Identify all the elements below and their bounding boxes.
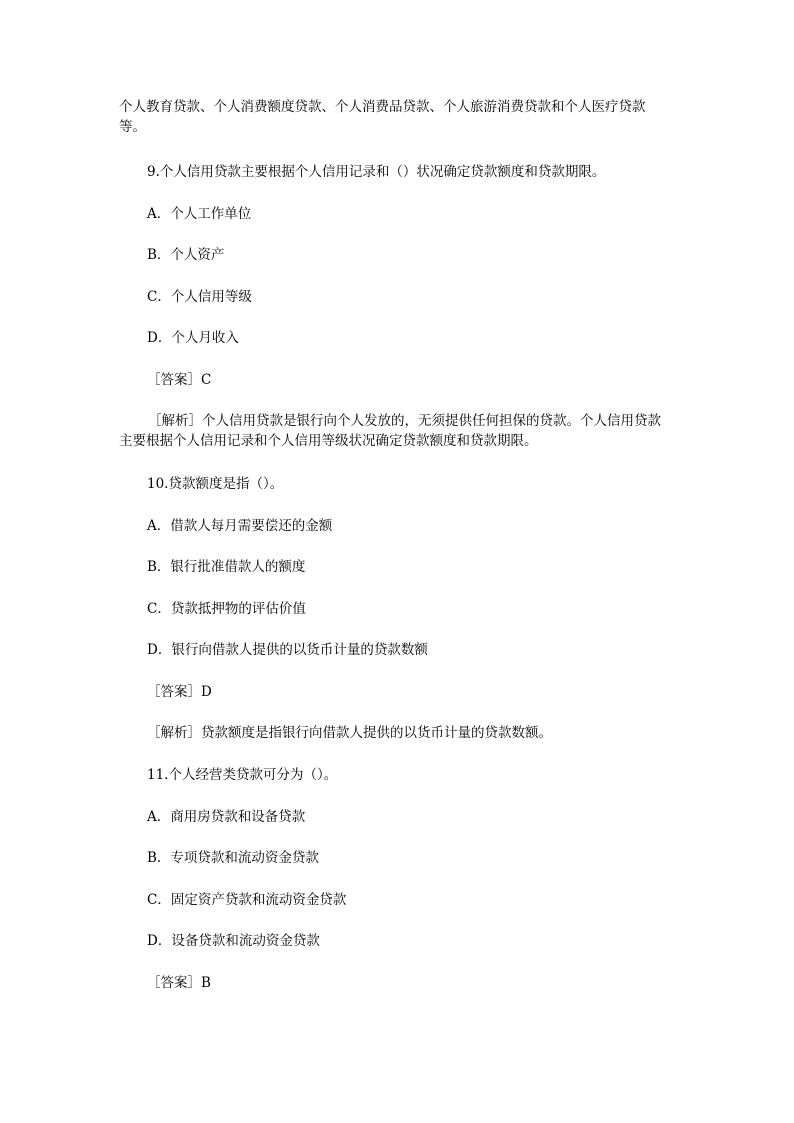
option-a: A．个人工作单位: [147, 206, 252, 222]
option-b: B．银行批准借款人的额度: [147, 559, 306, 575]
answer-line: ［答案］D: [147, 684, 212, 700]
option-d: D．银行向借款人提供的以货币计量的贷款数额: [147, 642, 428, 658]
option-d: D．设备贷款和流动资金贷款: [147, 933, 320, 949]
option-c: C．个人信用等级: [147, 289, 252, 305]
analysis-paragraph: ［解析］个人信用贷款是银行向个人发放的，无须提供任何担保的贷款。个人信用贷款主要根据个人信用记录和个人信用等级状况确定贷款额度和贷款期限。: [119, 413, 661, 449]
option-d: D．个人月收入: [147, 330, 239, 346]
answer-line: ［答案］B: [147, 975, 211, 991]
intro-paragraph: 个人教育贷款、个人消费额度贷款、个人消费品贷款、个人旅游消费贷款和个人医疗贷款等。: [119, 99, 646, 135]
option-b: B．专项贷款和流动资金贷款: [147, 850, 319, 866]
analysis-paragraph: ［解析］贷款额度是指银行向借款人提供的以货币计量的贷款数额。: [147, 725, 552, 741]
question-stem: 11.个人经营类贷款可分为（）。: [147, 767, 338, 783]
question-stem: 9.个人信用贷款主要根据个人信用记录和（）状况确定贷款额度和贷款期限。: [147, 164, 606, 180]
answer-line: ［答案］C: [147, 372, 212, 388]
option-a: A．借款人每月需要偿还的金额: [147, 518, 333, 534]
option-c: C．贷款抵押物的评估价值: [147, 601, 306, 617]
option-a: A．商用房贷款和设备贷款: [147, 809, 306, 825]
question-stem: 10.贷款额度是指（）。: [147, 476, 284, 492]
option-c: C．固定资产贷款和流动资金贷款: [147, 892, 347, 908]
option-b: B．个人资产: [147, 247, 225, 263]
